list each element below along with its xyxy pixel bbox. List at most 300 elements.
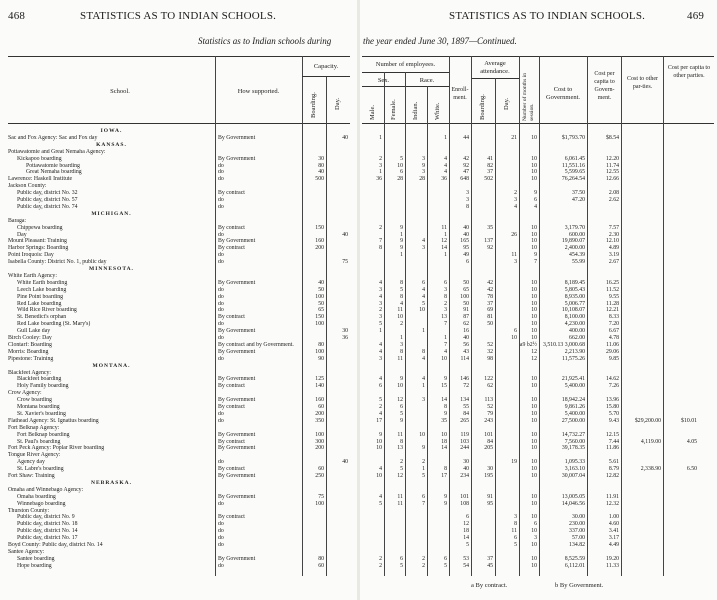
footnote-a: a By contract. (471, 582, 508, 589)
support-cell: By contract and by Government. (218, 341, 294, 348)
enrollment-cell: 91 (463, 307, 469, 314)
attendance-boarding-cell: 205 (484, 445, 493, 452)
school-name-cell: Leech Lake boarding (17, 286, 67, 293)
school-name-cell: Boyd County: Public day, district No. 14 (8, 542, 103, 548)
months-cell: 12 (531, 355, 537, 362)
support-cell: By Government (218, 328, 256, 335)
cost-government-cell: 5,006.77 (564, 300, 585, 307)
female-cell: 6 (400, 555, 403, 562)
months-cell: 10 (531, 245, 537, 252)
attendance-boarding-cell: 101 (484, 431, 493, 438)
female-cell: 10 (397, 162, 403, 169)
capacity-boarding-cell: 80 (318, 162, 324, 169)
indian-cell: 3 (422, 245, 425, 252)
indian-cell: 1 (422, 383, 425, 390)
capacity-boarding-cell: 150 (315, 314, 324, 321)
enrollment-cell: 40 (463, 335, 469, 341)
capacity-boarding-cell: 60 (318, 466, 324, 473)
months-cell: 10 (531, 134, 537, 141)
male-cell: 10 (376, 438, 382, 445)
attendance-boarding-cell: 122 (484, 376, 493, 383)
cost-government-cell: 30.00 (571, 514, 585, 521)
school-name-cell: White Earth Agency: (8, 272, 57, 279)
header-average-attendance: Average attendance. (480, 60, 510, 75)
male-cell: 10 (376, 445, 382, 452)
per-capita-government-cell: 7.57 (608, 224, 619, 231)
male-cell: 3 (379, 355, 382, 362)
school-name-cell: Isabella County: District No. 1, public day (8, 259, 107, 266)
capacity-boarding-cell: 65 (318, 307, 324, 314)
header-how-supported: How supported. (237, 88, 280, 95)
white-cell: 7 (444, 321, 447, 328)
white-cell: 9 (444, 493, 447, 500)
header-male: Male. (369, 105, 376, 120)
per-capita-government-cell: 12.32 (605, 500, 619, 507)
white-cell: 8 (444, 293, 447, 300)
male-cell: 3 (379, 286, 382, 293)
female-cell: 12 (397, 397, 403, 404)
enrollment-cell: 265 (460, 417, 469, 424)
enrollment-cell: 43 (463, 348, 469, 355)
attendance-day-cell: 11 (511, 252, 517, 259)
months-cell: 10 (531, 562, 537, 569)
white-cell: 9 (444, 376, 447, 383)
footnote-b: b By Government. (555, 582, 604, 589)
male-cell: 2 (379, 307, 382, 314)
enrollment-cell: 65 (463, 286, 469, 293)
months-cell: 10 (531, 293, 537, 300)
cost-government-cell: 11,551.16 (562, 162, 585, 169)
capacity-boarding-cell: 125 (315, 376, 324, 383)
capacity-day-cell: 75 (342, 259, 348, 266)
indian-cell: 2 (422, 555, 425, 562)
enrollment-cell: 12 (463, 521, 469, 528)
female-cell: 11 (397, 431, 403, 438)
capacity-day-cell: 40 (342, 134, 348, 141)
school-name-cell: Lawrence: Haskell Institute (8, 176, 73, 183)
indian-cell: 5 (422, 300, 425, 307)
cost-government-cell: 3,179.70 (564, 224, 585, 231)
months-cell: 10 (531, 238, 537, 245)
female-cell: 5 (400, 466, 403, 473)
capacity-subrule (302, 76, 350, 77)
months-cell: 10 (531, 155, 537, 162)
per-capita-government-cell: 2.67 (608, 259, 619, 266)
male-cell: 2 (379, 404, 382, 410)
per-capita-government-cell: 4.60 (608, 521, 619, 528)
female-cell: 1 (400, 231, 403, 238)
enrollment-cell: 146 (460, 376, 469, 383)
support-cell: do (218, 562, 224, 569)
per-capita-government-cell: 6.67 (608, 328, 619, 335)
months-cell: 10 (531, 404, 537, 410)
male-cell: 17 (376, 417, 382, 424)
header-enrollment: Enroll-ment. (451, 87, 469, 101)
support-cell: do (218, 459, 224, 466)
per-capita-government-cell: 9.85 (608, 355, 619, 362)
attendance-boarding-cell: 502 (484, 176, 493, 183)
table-caption-left: Statistics as to Indian schools during (198, 36, 332, 46)
female-cell: 2 (400, 459, 403, 466)
months-cell: 6 (534, 197, 537, 203)
support-cell: do (218, 293, 224, 300)
male-cell: 10 (376, 473, 382, 479)
attendance-boarding-cell: 79 (487, 410, 493, 417)
cost-government-cell: 7,560.00 (564, 438, 585, 445)
per-capita-government-cell: 4.78 (608, 335, 619, 341)
months-cell: 12 (531, 348, 537, 355)
school-name-cell: Pipestone: Training (8, 355, 54, 362)
attendance-day-cell: 19 (511, 459, 517, 466)
per-capita-government-cell: 9.55 (608, 293, 619, 300)
female-cell: 9 (400, 238, 403, 245)
per-capita-government-cell: 2.62 (608, 197, 619, 203)
support-cell: do (218, 197, 224, 203)
white-cell: 1 (444, 231, 447, 238)
enrollment-cell: 54 (463, 562, 469, 569)
header-per-capita-other: Cost per capita to other parties. (667, 65, 711, 79)
support-cell: By contract (218, 383, 245, 390)
white-cell: 9 (444, 410, 447, 417)
cost-government-cell: $1,793.70 (561, 134, 585, 141)
enrollment-cell: 84 (463, 410, 469, 417)
male-cell: 4 (379, 466, 382, 473)
per-capita-government-cell: 16.25 (605, 279, 619, 286)
months-cell: 10 (531, 307, 537, 314)
attendance-day-cell: 3 (514, 259, 517, 266)
female-cell: 1 (400, 252, 403, 259)
attendance-day-cell: 21 (511, 134, 517, 141)
capacity-boarding-cell: 100 (315, 348, 324, 355)
cost-government-cell: 9,861.26 (564, 404, 585, 410)
female-cell: 5 (400, 562, 403, 569)
white-cell: 1 (444, 252, 447, 259)
white-cell: 35 (441, 417, 447, 424)
per-capita-government-cell: 2.30 (608, 231, 619, 238)
attendance-boarding-cell: 62 (487, 383, 493, 390)
enrollment-cell: 244 (460, 445, 469, 452)
cost-government-cell: 5,599.65 (564, 169, 585, 176)
cost-government-cell: 76,264.54 (561, 176, 585, 183)
per-capita-other-cell: 6.50 (686, 466, 697, 473)
female-cell: 5 (400, 286, 403, 293)
months-cell: 10 (531, 376, 537, 383)
white-cell: 5 (444, 562, 447, 569)
cost-government-cell: 6,061.45 (564, 155, 585, 162)
months-cell: 10 (531, 286, 537, 293)
support-cell: By Government (218, 238, 256, 245)
white-cell: 13 (441, 314, 447, 321)
table-row (359, 563, 717, 570)
support-cell: do (218, 307, 224, 314)
school-name-cell: Clontarf: Boarding (8, 341, 52, 348)
enrollment-cell: 3 (466, 190, 469, 197)
school-name-cell: Harbor Springs: Boarding (8, 245, 69, 252)
indian-cell: 10 (419, 307, 425, 314)
months-cell: 10 (531, 417, 537, 424)
per-capita-government-cell: 5.70 (608, 410, 619, 417)
per-capita-government-cell: 5.61 (608, 459, 619, 466)
per-capita-government-cell: 11.91 (606, 493, 619, 500)
school-name-cell: Crow Agency: (8, 390, 42, 397)
cost-government-cell: 454.39 (569, 252, 585, 259)
support-cell: By Government (218, 134, 256, 141)
school-name-cell: Blackfeet Agency: (8, 369, 51, 376)
female-cell: 8 (400, 293, 403, 300)
per-capita-government-cell: 29.06 (605, 348, 619, 355)
enrollment-cell: 87 (463, 314, 469, 321)
white-cell: 10 (441, 431, 447, 438)
white-cell: 8 (444, 466, 447, 473)
enrollment-cell: 101 (460, 493, 469, 500)
header-att-boarding: Boarding. (479, 94, 486, 120)
attendance-boarding-cell: 81 (487, 314, 493, 321)
table-caption-right: the year ended June 30, 1897—Continued. (363, 36, 517, 46)
attendance-day-cell: 8 (514, 521, 517, 528)
enrollment-cell: 40 (463, 224, 469, 231)
support-cell: do (218, 542, 224, 548)
school-name-cell: Red Lake boarding (17, 300, 62, 307)
attendance-day-cell: 26 (511, 231, 517, 238)
top-rule-right (362, 56, 714, 57)
cost-government-cell: 47.20 (571, 197, 585, 203)
support-cell: By contract (218, 404, 245, 410)
support-cell: do (218, 500, 224, 507)
cost-government-cell: 662.00 (569, 335, 585, 341)
running-head-right: STATISTICS AS TO INDIAN SCHOOLS. (449, 10, 646, 22)
per-capita-government-cell: 13.96 (605, 397, 619, 404)
enrollment-cell: 55 (463, 404, 469, 410)
female-cell: 10 (397, 383, 403, 390)
per-capita-other-cell: 4.05 (686, 438, 697, 445)
school-name-cell: Blackfeet boarding (17, 376, 62, 383)
capacity-boarding-cell: 100 (315, 500, 324, 507)
enrollment-cell: 8 (466, 203, 469, 210)
capacity-boarding-cell: 150 (315, 224, 324, 231)
indian-cell: 10 (419, 431, 425, 438)
attendance-day-cell: 4 (514, 203, 517, 210)
male-cell: 2 (379, 555, 382, 562)
header-capacity: Capacity. (313, 63, 339, 70)
indian-cell: 4 (422, 293, 425, 300)
per-capita-government-cell: 1.00 (608, 514, 619, 521)
section-heading: MINNESOTA. (89, 266, 134, 272)
attendance-day-cell: 3 (514, 197, 517, 203)
enrollment-cell: 95 (463, 245, 469, 252)
white-cell: 7 (444, 341, 447, 348)
attendance-boarding-cell: 243 (484, 417, 493, 424)
capacity-day-cell: 40 (342, 231, 348, 238)
per-capita-government-cell: 11.74 (606, 162, 619, 169)
male-cell: 1 (379, 169, 382, 176)
months-cell: 10 (531, 493, 537, 500)
attendance-day-cell: 3 (514, 514, 517, 521)
male-cell: 4 (379, 293, 382, 300)
months-cell: 10 (531, 555, 537, 562)
enrollment-cell: 108 (460, 500, 469, 507)
cost-government-cell: 2,400.00 (564, 245, 585, 252)
right-page (359, 0, 717, 600)
attendance-boarding-cell: 98 (487, 355, 493, 362)
capacity-boarding-cell: 500 (315, 176, 324, 183)
indian-cell: 4 (422, 286, 425, 293)
months-cell: 10 (531, 314, 537, 321)
indian-cell: 2 (422, 459, 425, 466)
header-rule-left (8, 123, 350, 124)
male-cell: 5 (379, 321, 382, 328)
white-cell: 3 (444, 286, 447, 293)
capacity-boarding-cell: 160 (315, 238, 324, 245)
per-capita-government-cell: 14.62 (605, 376, 619, 383)
female-cell: 8 (400, 348, 403, 355)
female-cell: 9 (400, 376, 403, 383)
capacity-boarding-cell: 200 (315, 410, 324, 417)
female-cell: 9 (400, 245, 403, 252)
cost-government-cell: 8,189.45 (564, 279, 585, 286)
white-cell: 9 (444, 500, 447, 507)
school-name-cell: Kickapoo boarding (17, 155, 62, 162)
attendance-boarding-cell: 30 (487, 466, 493, 473)
months-cell: 9 (534, 252, 537, 259)
male-cell: 7 (379, 238, 382, 245)
section-heading: MICHIGAN. (91, 210, 132, 217)
cost-government-cell: 8,935.00 (564, 293, 585, 300)
months-cell: 10 (531, 335, 537, 341)
months-cell: 10 (531, 473, 537, 479)
header-per-capita-government: Cost per capita to Govern-ment. (594, 71, 615, 101)
male-cell: 8 (379, 245, 382, 252)
per-capita-government-cell: 3.17 (608, 535, 619, 542)
female-cell: 8 (400, 279, 403, 286)
support-cell: By contract (218, 466, 245, 473)
cost-other-cell: 2,338.90 (640, 466, 661, 473)
attendance-day-cell: 2 (514, 190, 517, 197)
white-cell: 4 (444, 162, 447, 169)
school-name-cell: Public day, district No. 17 (17, 535, 78, 542)
capacity-boarding-cell: 200 (315, 245, 324, 252)
school-name-cell: Public day, district No. 14 (17, 528, 78, 535)
male-cell: 2 (379, 155, 382, 162)
indian-cell: 4 (422, 355, 425, 362)
cost-government-cell: 14,732.27 (561, 431, 585, 438)
capacity-boarding-cell: 50 (318, 300, 324, 307)
male-cell: 4 (379, 279, 382, 286)
school-name-cell: St. Benedict's orphan (17, 314, 67, 321)
per-capita-government-cell: 2.08 (608, 190, 619, 197)
enrollment-cell: 47 (463, 169, 469, 176)
months-cell: 10 (531, 528, 537, 535)
enrollment-cell: 648 (460, 176, 469, 183)
support-cell: By Government (218, 348, 256, 355)
support-cell: do (218, 203, 224, 210)
white-cell: 3 (444, 307, 447, 314)
capacity-boarding-cell: 30 (318, 155, 324, 162)
section-heading: KANSAS. (96, 141, 127, 148)
capacity-boarding-cell: 60 (318, 404, 324, 410)
cost-government-cell: 5,400.00 (564, 410, 585, 417)
female-cell: 13 (397, 445, 403, 452)
enrollment-cell: 119 (460, 431, 469, 438)
male-cell: 3 (379, 314, 382, 321)
cost-government-cell: 55.99 (571, 259, 585, 266)
enrollment-cell: 56 (463, 341, 469, 348)
months-cell: 10 (531, 438, 537, 445)
female-cell: 3 (400, 341, 403, 348)
support-cell: By contract (218, 224, 245, 231)
header-att-day: Day. (503, 97, 510, 110)
indian-cell: 5 (422, 473, 425, 479)
female-cell: 2 (400, 321, 403, 328)
support-cell: By Government (218, 397, 256, 404)
school-name-cell: Birch Cooley: Day (8, 335, 52, 341)
male-cell: 2 (379, 562, 382, 569)
months-cell: 10 (531, 410, 537, 417)
male-cell: 1 (379, 328, 382, 335)
enrollment-cell: 40 (463, 231, 469, 238)
female-cell: 5 (400, 155, 403, 162)
months-cell: 10 (531, 176, 537, 183)
school-name-cell: Mount Pleasant: Training (8, 238, 67, 245)
white-cell: 17 (441, 473, 447, 479)
support-cell: By contract (218, 314, 245, 321)
capacity-boarding-cell: 160 (315, 397, 324, 404)
header-months-in-session: Number of months in session. (522, 72, 535, 121)
months-cell: 10 (531, 459, 537, 466)
per-capita-government-cell: $8.54 (605, 134, 619, 141)
cost-government-cell: 8,100.00 (564, 314, 585, 321)
enrollment-cell: 134 (460, 397, 469, 404)
months-cell: 10 (531, 300, 537, 307)
section-heading: MONTANA. (92, 362, 131, 369)
cost-government-cell: 2,213.90 (564, 348, 585, 355)
white-cell: 18 (441, 438, 447, 445)
support-cell: By contract (218, 190, 245, 197)
male-cell: 3 (379, 162, 382, 169)
white-cell: 14 (441, 445, 447, 452)
cost-government-cell: 5,805.43 (564, 286, 585, 293)
header-capacity-boarding: Boarding. (310, 92, 317, 118)
cost-government-cell: 134.82 (569, 542, 585, 548)
attendance-day-cell: 6 (514, 535, 517, 542)
white-cell: 6 (444, 555, 447, 562)
per-capita-government-cell: 12.66 (605, 176, 619, 183)
capacity-day-cell: 36 (342, 335, 348, 341)
enrollment-cell: 6 (466, 259, 469, 266)
capacity-boarding-cell: 100 (315, 293, 324, 300)
female-cell: 10 (397, 314, 403, 321)
page-number-left: 468 (8, 10, 26, 22)
white-cell: 11 (441, 224, 447, 231)
school-name-cell: St. Labre's boarding (17, 466, 64, 473)
months-cell: 4 (534, 203, 537, 210)
attendance-boarding-cell: 137 (484, 238, 493, 245)
school-name-cell: Pine Point boarding (17, 293, 64, 300)
school-name-cell: Hope boarding (17, 562, 52, 569)
months-cell: 10 (531, 397, 537, 404)
female-cell: 9 (400, 224, 403, 231)
cost-government-cell: 1,095.33 (564, 459, 585, 466)
capacity-boarding-cell: 80 (318, 555, 324, 562)
support-cell: By contract (218, 514, 245, 521)
cost-government-cell: 30,007.04 (561, 473, 585, 479)
enrollment-cell: 30 (463, 459, 469, 466)
months-cell: 10 (531, 231, 537, 238)
capacity-boarding-cell: 100 (315, 321, 324, 328)
top-rule-left (8, 56, 350, 57)
per-capita-government-cell: 12.20 (605, 155, 619, 162)
attendance-boarding-cell: 50 (487, 321, 493, 328)
male-cell: 6 (379, 383, 382, 390)
